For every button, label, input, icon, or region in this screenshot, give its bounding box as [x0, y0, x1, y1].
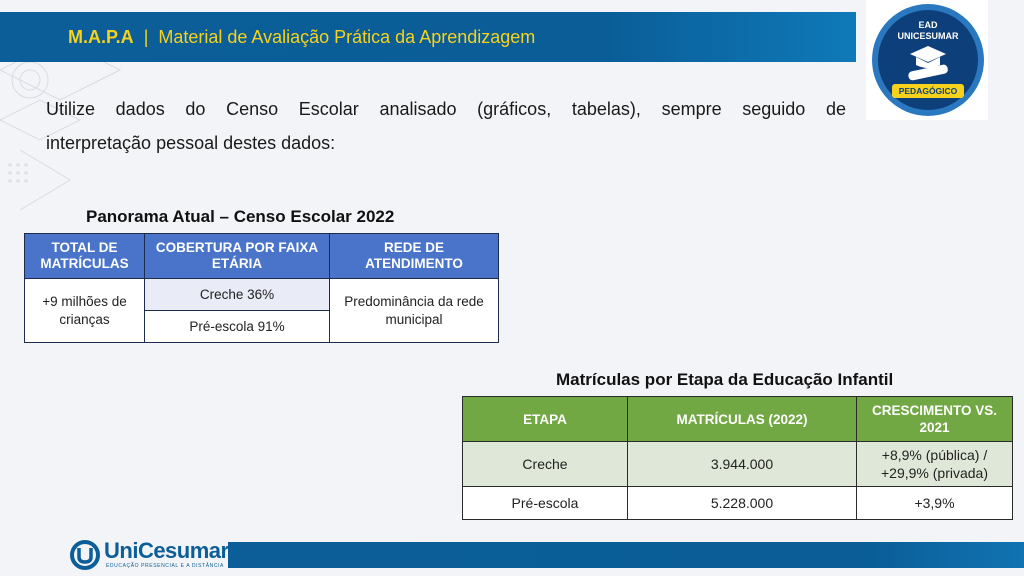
table2-header-etapa: ETAPA — [463, 397, 628, 442]
header-title — [68, 22, 535, 52]
table-row — [463, 442, 1013, 487]
matriculas-table — [462, 396, 1013, 520]
footer-bar — [228, 542, 1024, 568]
badge-line2: UNICESUMAR — [897, 31, 959, 41]
table1-total-cell: +9 milhões de crianças — [25, 279, 145, 343]
table1-coverage-preescola: Pré-escola 91% — [145, 311, 330, 343]
badge-line1: EAD — [918, 20, 938, 30]
header-subtitle: Material de Avaliação Prática da Aprendizagem — [158, 27, 536, 47]
table2-matriculas-creche: 3.944.000 — [628, 442, 857, 487]
table-row — [463, 487, 1013, 520]
table1-title: Panorama Atual – Censo Escolar 2022 — [86, 207, 395, 226]
intro-line-2: interpretação pessoal destes dados: — [46, 133, 336, 153]
header-brand: M.A.P.A — [68, 27, 134, 47]
table2-crescimento-creche — [857, 442, 1013, 487]
table2-matriculas-preescola: 5.228.000 — [628, 487, 857, 520]
footer-logo-subtitle: EDUCAÇÃO PRESENCIAL E A DISTÂNCIA — [106, 563, 224, 569]
footer-logo-text: UniCesumar — [104, 538, 229, 563]
panorama-table — [24, 233, 499, 343]
table1-header-total: TOTAL DE MATRÍCULAS — [25, 234, 145, 279]
table2-crescimento-preescola: +3,9% — [857, 487, 1013, 520]
table2-crescimento-creche-l2: +29,9% (privada) — [880, 465, 988, 481]
table1-coverage-creche: Creche 36% — [145, 279, 330, 311]
table2-etapa-preescola: Pré-escola — [463, 487, 628, 520]
table2-header-matriculas: MATRÍCULAS (2022) — [628, 397, 857, 442]
unicesumar-logo-icon — [70, 540, 100, 570]
badge-line3: PEDAGÓGICO — [898, 86, 958, 96]
header-separator: | — [143, 27, 149, 47]
table2-header-crescimento: CRESCIMENTO VS. 2021 — [857, 397, 1013, 442]
intro-line-1: Utilize dados do Censo Escolar analisado (gráficos, tabelas), sempre seguido de — [46, 99, 846, 119]
table2-etapa-creche: Creche — [463, 442, 628, 487]
table1-header-coverage: COBERTURA POR FAIXA ETÁRIA — [145, 234, 330, 279]
table2-crescimento-creche-l1: +8,9% (pública) / — [881, 447, 988, 463]
ead-unicesumar-badge-logo — [870, 2, 986, 118]
table1-header-network: REDE DE ATENDIMENTO — [330, 234, 499, 279]
table1-network-cell: Predominância da rede municipal — [330, 279, 499, 343]
table2-title: Matrículas por Etapa da Educação Infantil — [556, 370, 894, 389]
